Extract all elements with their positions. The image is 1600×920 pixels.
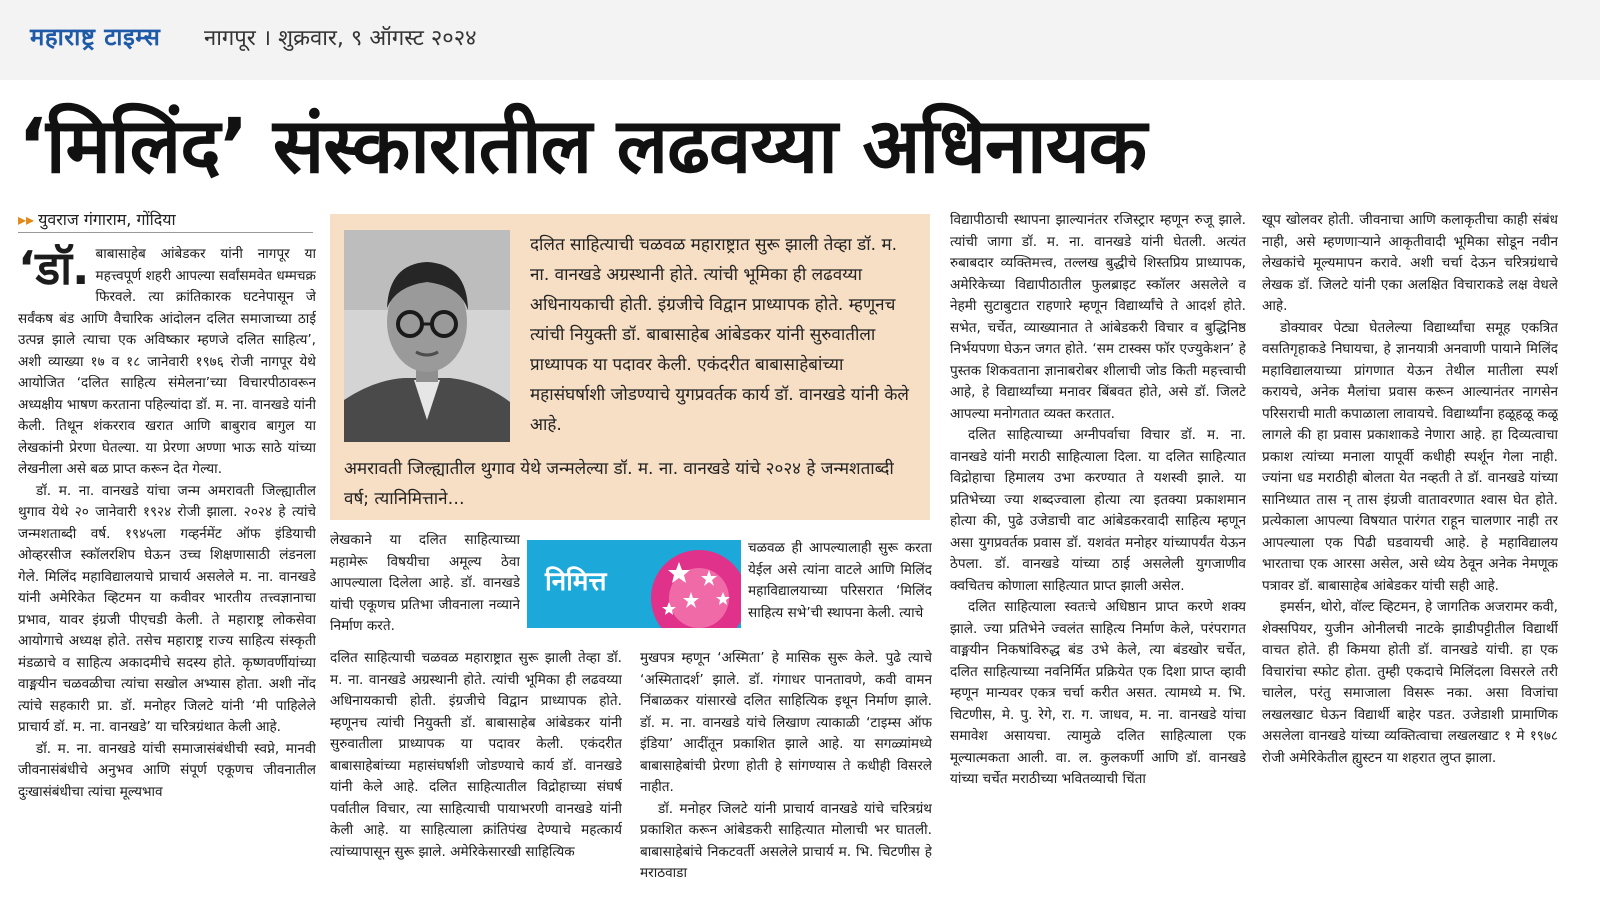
paragraph: डॉ. म. ना. वानखडे यांचा जन्म अमरावती जिल्ह्यातील थुगाव येथे २० जानेवारी १९२४ रोजी झाला. २०२४ हे त्यांचे जन्मशताब्दी वर्ष. १९४५ला गव्हर्नमेंट ऑफ इंडियाची ओव्हरसीज स्कॉलरशिप घेऊन उच्च शिक्षणासाठी लंडनला गेले. मिलिंद महाविद्यालयाचे प्राचार्य असलेले म. ना. वानखडे यांनी अमेरिकेत व्हिटमन या कवीवर भारतीय तत्त्वज्ञानाचा प्रभाव, यावर इंग्रजी पीएचडी केली. ते महाराष्ट्र लोकसेवा आयोगाचे अध्यक्ष होते. तसेच महाराष्ट्र राज्य साहित्य संस्कृती मंडळाचे व साहित्य अकादमीचे सदस्य होते. कृष्णवर्णीयांच्या वाङ्मयीन चळवळीचा त्यांचा सखोल अभ्यास होता. अशी नोंद त्यांचे सहकारी प्रा. डॉ. मनोहर जिलटे यांनी ‘मी पाहिलेले प्राचार्य डॉ. म. ना. वानखडे’ या चरित्रग्रंथात केली आहे. — [18, 482, 316, 735]
masthead — [0, 0, 1600, 80]
paragraph-text: बाबासाहेब आंबेडकर यांनी नागपूर या महत्त्वपूर्ण शहरी आपल्या सर्वांसमवेत धम्मचक्र फिरवले. त्या क्रांतिकारक घटनेपासून जे सर्वंकष बंड आणि वैचारिक आंदोलन दलित समाजाच्या ठाई उत्पन्न झाले त्याचा एक अविष्कार म्हणजे दलित साहित्य’, अशी व्याख्या १७ व १८ जानेवारी १९७६ रोजी नागपूर येथे आयोजित ‘दलित साहित्य संमेलना’च्या विचारपीठावरून अध्यक्षीय भाषण करताना पहिल्यांदा डॉ. म. ना. वानखडे यांनी केली. तिथून शंकरराव खरात आणि बाबुराव बागुल या लेखकांनी प्रेरणा घेतल्या. या प्रेरणा अण्णा भाऊ साठे यांच्या लेखनीला असे बळ प्राप्त करून देत गेल्या. — [18, 246, 316, 477]
paragraph: दलित साहित्याची चळवळ महाराष्ट्रात सुरू झाली तेव्हा डॉ. म. ना. वानखडे अग्रस्थानी होते. त्यांची भूमिका ही लढवय्या अधिनायकाची होती. इंग्रजीचे विद्वान प्राध्यापक होते. म्हणूनच त्यांची नियुक्ती डॉ. बाबासाहेब आंबेडकर यांनी सुरुवातीला प्राध्यापक या पदावर केली. एकंदरीत बाबासाहेबांच्या महासंघर्षाशी जोडण्याचे कार्य डॉ. वानखडे यांनी केले आहे. दलित साहित्यातील विद्रोहाच्या संघर्ष पर्वातील विचार, त्या साहित्याची पायाभरणी वानखडे यांनी केली आहे. या साहित्याला क्रांतिपंख देण्याचे महत्कार्य त्यांच्यापासून सुरू झाले. अमेरिकेसारखी साहित्यिक — [330, 650, 622, 860]
article-column-2 — [330, 648, 622, 914]
pull-quote-box — [330, 214, 930, 520]
pull-quote-footer: अमरावती जिल्ह्यातील थुगाव येथे जन्मलेल्या डॉ. म. ना. वानखडे यांचे २०२४ हे जन्मशताब्दी वर्ष; त्यानिमित्ताने… — [344, 459, 894, 509]
portrait-photo-icon — [344, 230, 510, 442]
article-column-5 — [1262, 210, 1558, 914]
dateline: नागपूर । शुक्रवार, ९ ऑगस्ट २०२४ — [204, 26, 477, 51]
paragraph: दलित साहित्याला स्वतःचे अधिष्ठान प्राप्त करणे शक्य झाले. ज्या प्रतिभेने ज्वलंत साहित्य निर्माण केले, परंपरागत वाङ्मयीन निकषांविरुद्ध बंड उभे केले, त्या बंडखोर चर्चेत, दलित साहित्याच्या नवनिर्मित प्रक्रियेत एक दिशा प्राप्त व्हावी म्हणून मान्यवर एकत्र चर्चा करीत असत. त्यामध्ये म. भि. चिटणीस, मे. पु. रेगे, रा. ग. जाधव, म. ना. वानखडे यांचा समावेश असायचा. त्यामुळे दलित साहित्याला एक मूल्यात्मकता आली. वा. ल. कुलकर्णी आणि डॉ. वानखडे यांच्या चर्चेत मराठीच्या भवितव्याची चिंता — [950, 599, 1246, 787]
byline-text: युवराज गंगाराम, गोंदिया — [38, 210, 176, 229]
byline-arrow-icon: ▸▸ — [18, 210, 35, 229]
paragraph: इमर्सन, थोरो, वॉल्ट व्हिटमन, हे जागतिक अजरामर कवी, शेक्सपियर, युजीन ओनीलची नाटके झाडीपट्टीतील विद्यार्थी वाचत होते. ही किमया होती डॉ. वानखडे यांची. हा एक विचारांचा स्फोट होता. तुम्ही एकदाचे मिलिंदला विसरले तरी चालेल, परंतु समाजाला विसरू नका. असा विजांचा लखलखाट घेऊन विद्यार्थी बाहेर पडत. उजेडाशी प्रामाणिक असलेला वानखडे यांच्या व्यक्तित्वाचा लखलखाट १ मे १९७८ रोजी अमेरिकेतील ह्युस्टन या शहरात लुप्त झाला. — [1262, 599, 1558, 766]
paragraph: दलित साहित्याच्या अग्नीपर्वाचा विचार डॉ. म. ना. वानखडे यांनी मराठी साहित्याला दिला. या दलित साहित्यात विद्रोहाचा हिमालय उभा करण्यात ते यशस्वी झाले. या प्रतिभेच्या ज्या शब्दज्वाला होत्या त्या इतक्या प्रकाशमान होत्या की, पुढे उजेडाची वाट आंबेडकरवादी साहित्य म्हणून असा युगप्रवर्तक प्रवास डॉ. यशवंत मनोहर यांच्यापर्यंत येऊन ठेपला. डॉ. वानखडे यांच्या ठाई असलेली युगजाणीव क्वचितच कोणाला साहित्यात प्राप्त झाली असेल. — [950, 427, 1246, 594]
article-headline: ‘मिलिंद’ संस्कारातील लढवय्या अधिनायक — [18, 101, 1147, 190]
paragraph: मुखपत्र म्हणून ‘अस्मिता’ हे मासिक सुरू केले. पुढे त्याचे ‘अस्मितादर्श’ झाले. डॉ. गंगाधर पानतावणे, कवी वामन निंबाळकर यांसारखे दलित साहित्यिक इथून निर्माण झाले. डॉ. म. ना. वानखडे यांचे लिखाण त्याकाळी ‘टाइम्स ऑफ इंडिया’ आदींतून प्रकाशित झाले आहे. या सगळ्यांमध्ये बाबासाहेबांची प्रेरणा होती हे सांगण्यास ते कधीही विसरले नाहीत. — [640, 650, 932, 795]
article-column-2-top — [330, 530, 520, 645]
paragraph: लेखकाने या दलित साहित्याच्या महामेरू विषयीचा अमूल्य ठेवा आपल्याला दिलेला आहे. डॉ. वानखडे यांची एकूणच प्रतिभा जीवनाला नव्याने निर्माण करते. — [330, 532, 520, 634]
paragraph: डॉ. मनोहर जिलटे यांनी प्राचार्य वानखडे यांचे चरित्रग्रंथ प्रकाशित करून आंबेडकरी साहित्यात मोलाची भर घातली. बाबासाहेबांचे निकटवर्ती असलेले प्राचार्य म. भि. चिटणीस हे मराठवाडा — [640, 800, 932, 881]
article-column-1 — [18, 244, 316, 914]
byline — [18, 208, 176, 230]
paragraph: चळवळ ही आपल्यालाही सुरू करता येईल असे त्यांना वाटले आणि मिलिंद महाविद्यालयाच्या परिसरात ‘मिलिंद साहित्य सभे’ची स्थापना केली. त्याचे — [748, 540, 932, 621]
newspaper-name: महाराष्ट्र टाइम्स — [30, 23, 161, 51]
article-column-3-top — [748, 538, 932, 646]
pull-quote-text: दलित साहित्याची चळवळ महाराष्ट्रात सुरू झाली तेव्हा डॉ. म. ना. वानखडे अग्रस्थानी होते. त्यांची भूमिका ही लढवय्या अधिनायकाची होती. इंग्रजीचे विद्वान प्राध्यापक होते. म्हणूनच त्यांची नियुक्ती डॉ. बाबासाहेब आंबेडकर यांनी सुरुवातीला प्राध्यापक या पदावर केली. एकंदरीत बाबासाहेबांच्या महासंघर्षाशी जोडण्याचे युगप्रवर्तक कार्य डॉ. वानखडे यांनी केले आहे. — [530, 235, 909, 435]
section-tag — [527, 540, 741, 628]
paragraph: विद्यापीठाची स्थापना झाल्यानंतर रजिस्ट्रार म्हणून रुजू झाले. त्यांची जागा डॉ. म. ना. वानखडे यांनी घेतली. अत्यंत रुबाबदार व्यक्तिमत्त्व, तल्लख बुद्धीचे शिस्तप्रिय प्राध्यापक, अमेरिकेच्या विद्यापीठातील फुलब्राइट स्कॉलर असलेले व नेहमी सुटाबुटात राहणारे म्हणून विद्यार्थ्यांचे ते आदर्श होते. सभेत, चर्चेत, व्याख्यानात ते आंबेडकरी विचार व बुद्धिनिष्ठ निर्भयपणा घेऊन जगत होते. ‘सम टास्क्स फॉर एज्युकेशन’ हे पुस्तक शिकवताना ज्ञानाबरोबर शीलाची जोड किती महत्त्वाची आहे, हे विद्यार्थ्यांच्या मनावर बिंबवत होते, असे डॉ. जिलटे आपल्या मनोगतात व्यक्त करतात. — [950, 212, 1246, 422]
paragraph: डॉ. म. ना. वानखडे यांची समाजासंबंधीची स्वप्ने, मानवी जीवनासंबंधीचे अनुभव आणि संपूर्ण एकूणच जीवनातील दुःखासंबंधीचा त्यांचा मूल्यभाव — [18, 740, 316, 800]
drop-cap: ‘डॉ. — [18, 244, 90, 295]
paragraph: खूप खोलवर होती. जीवनाचा आणि कलाकृतीचा काही संबंध नाही, असे म्हणणाऱ्याने आकृतीवादी भूमिका सोडून नवीन लेखकांचे मूल्यमापन करावे. अशी चर्चा देऊन चरित्रग्रंथाचे लेखक डॉ. जिलटे यांनी एका अलक्षित विचाराकडे लक्ष वेधले आहे. — [1262, 212, 1558, 314]
byline-divider — [18, 232, 313, 233]
section-tag-label: निमित्त — [545, 567, 607, 597]
author-portrait — [344, 230, 510, 442]
paragraph — [18, 244, 316, 481]
article-column-3 — [640, 648, 932, 914]
article-column-4 — [950, 210, 1246, 914]
paragraph: डोक्यावर पेट्या घेतलेल्या विद्यार्थ्यांचा समूह एकत्रित वसतिगृहाकडे निघायचा, हे ज्ञानयात्री अनवाणी पायाने मिलिंद महाविद्यालयाच्या प्रांगणात येऊन तेथील मातीला स्पर्श करायचे, अनेक मैलांचा प्रवास करून आल्यानंतर नागसेन परिसराची माती कपाळाला लावायचे. विद्यार्थ्यांना हळूहळू कळू लागले की हा प्रवास प्रकाशाकडे नेणारा आहे. हा दिव्यत्वाचा प्रकाश त्यांच्या मनाला यापूर्वी कधीही स्पर्शून गेला नाही. ज्यांना धड मराठीही बोलता येत नव्हती ते डॉ. वानखडे यांच्या सानिध्यात तास न् तास इंग्रजी वातावरणात श्वास घेत होते. प्रत्येकाला आपल्या विषयात पारंगत राहून चालणार नाही तर आपल्याला एक पिढी घडवायची आहे. हे महाविद्यालय भारताचा एक आरसा असेल, असे ध्येय ठेवून अनेक नेमणूक पत्रावर डॉ. बाबासाहेब आंबेडकर यांची सही आहे. — [1262, 319, 1558, 594]
fireworks-icon — [639, 540, 741, 628]
